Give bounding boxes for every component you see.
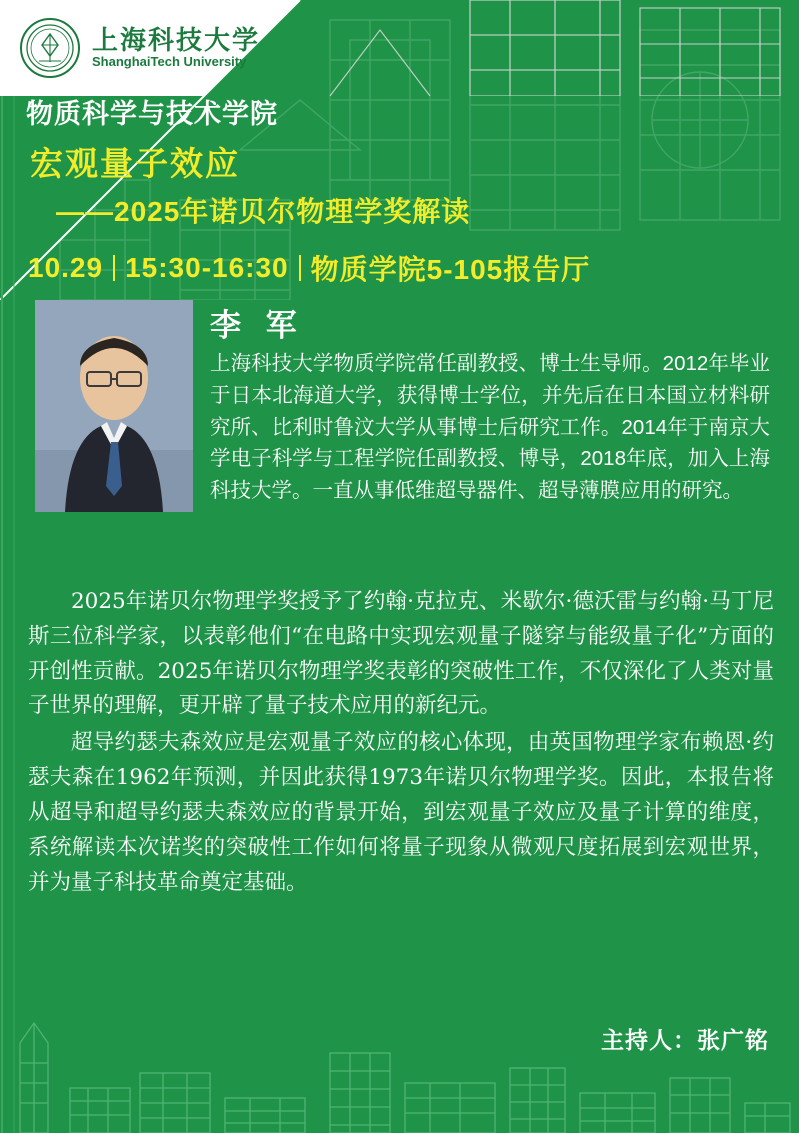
logo-text-block [92, 26, 260, 71]
meta-divider-1 [113, 255, 115, 281]
event-meta [28, 248, 590, 288]
shanghaitech-seal-icon [20, 18, 80, 78]
city-skyline-graphic [0, 983, 799, 1133]
logo-chinese-name: 上海科技大学 [92, 24, 261, 55]
school-name: 物质科学与技术学院 [26, 99, 278, 129]
poster-header [0, 0, 799, 96]
abstract-paragraph-1: 2025年诺贝尔物理学奖授予了约翰·克拉克、米歇尔·德沃雷与约翰·马丁尼斯三位科学家，以表彰他们“在电路中实现宏观量子隧穿与能级量子化”方面的开创性贡献。2025年诺贝尔物理学奖表彰的突破性工作，不仅深化了人类对量子世界的理解，更开辟了量子技术应用的新纪元。 [28, 589, 774, 719]
meta-divider-2 [299, 255, 301, 281]
page-title: 宏观量子效应 [30, 145, 240, 182]
host-line: 主持人：张广铭 [601, 1027, 769, 1053]
left-edge-graphic [0, 96, 30, 1133]
event-venue: 物质学院5-105报告厅 [310, 254, 591, 285]
speaker-bio: 上海科技大学物质学院常任副教授、博士生导师。2012年毕业于日本北海道大学，获得博士学位，并先后在日本国立材料研究所、比利时鲁汶大学从事博士后研究工作。2014年于南京大学电子科学与工程学院任副教授、博导，2018年底，加入上海科技大学。一直从事低维超导器件、超导薄膜应用的研究。 [210, 352, 770, 503]
abstract-paragraph-2: 超导约瑟夫森效应是宏观量子效应的核心体现，由英国物理学家布赖恩·约瑟夫森在1962年预测，并因此获得1973年诺贝尔物理学奖。因此，本报告将从超导和超导约瑟夫森效应的背景开始，到宏观量子效应及量子计算的维度，系统解读本次诺奖的突破性工作如何将量子现象从微观尺度拓展到宏观世界，并为量子科技革命奠定基础。 [28, 730, 774, 895]
event-date: 10.29 [28, 252, 104, 283]
abstract-block [28, 585, 774, 902]
speaker-photo [35, 300, 193, 512]
page-subtitle: ——2025年诺贝尔物理学奖解读 [56, 196, 471, 227]
logo-english-name: ShanghaiTech University [92, 54, 247, 70]
event-time: 15:30-16:30 [125, 252, 289, 283]
speaker-name: 李 军 [210, 308, 305, 343]
